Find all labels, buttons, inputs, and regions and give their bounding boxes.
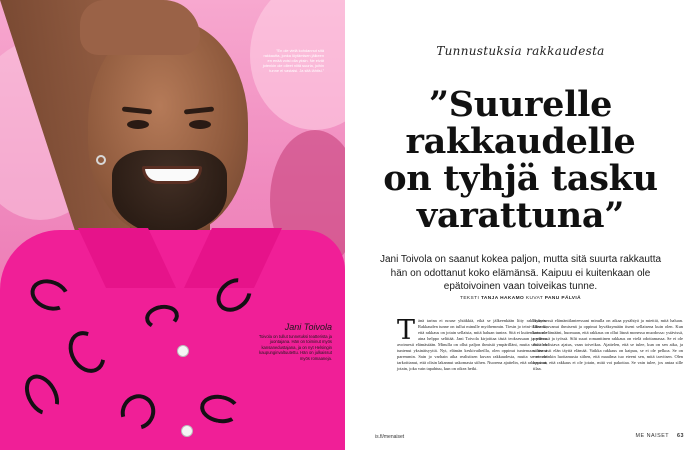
body-column-2 bbox=[533, 318, 683, 372]
text-label: TEKSTI bbox=[460, 296, 480, 301]
eye bbox=[189, 120, 211, 129]
footer-site: is.fi/menaiset bbox=[375, 434, 405, 440]
headline-line: on tyhjä tasku bbox=[383, 158, 658, 199]
text-author: TANJA HAKAMO bbox=[480, 296, 525, 301]
caption-name: Jani Toivola bbox=[284, 322, 332, 332]
photo-label: KUVAT bbox=[525, 296, 544, 301]
eye bbox=[127, 120, 149, 129]
beard bbox=[112, 150, 227, 235]
page-number: 63 bbox=[677, 433, 684, 439]
cover-photo bbox=[0, 0, 345, 450]
smile bbox=[142, 166, 202, 184]
headline-line: ”Suurelle bbox=[428, 84, 613, 125]
article-page bbox=[345, 0, 696, 450]
body-text: Nykyisessä elämäntilanteessani minulla on aikaa pysähtyä ja miettiä, mitä haluan. Olen kasvanut ihmisenä ja oppinut hyväksymään itseni sellaisena kuin olen. Kun katson elämääni, huomaan, että rakkaus on ollut läsnä monessa muodossa: ystävissä, perheessä ja työssä. Silti suuri romanttinen rakkaus on vielä odottamassa. Se ei ole enää ahdistava ajatus, vaan toiveikas. Ajattelen, että se tulee, kun on sen aika, ja siihen asti elän täyttä elämää. Vaikka rakkaus on kaipuu, se ei ole pelkoa. Se on enemmänkin luottamusta siihen, että maailma tuo eteeni sen, mitä tarvitsen. Olen oppinut, että rakkaus ei ole jotain, mitä voi pakottaa. Se vain tulee, jos antaa sille tilaa. bbox=[533, 318, 683, 372]
photo-caption bbox=[248, 322, 332, 361]
headline-line: rakkaudelle bbox=[405, 121, 636, 162]
body-column-1 bbox=[397, 315, 547, 372]
shirt-button bbox=[181, 425, 193, 437]
shirt-button bbox=[177, 345, 189, 357]
headline bbox=[355, 86, 686, 234]
kicker: Tunnustuksia rakkaudesta bbox=[436, 44, 605, 58]
byline bbox=[345, 296, 696, 301]
hand-on-head bbox=[80, 0, 200, 55]
photo-author: PANU PÄLVIÄ bbox=[544, 296, 581, 301]
footer-folio bbox=[636, 433, 684, 439]
earring bbox=[96, 155, 106, 165]
standfirst: Jani Toivola on saanut kokea paljon, mutta sitä suurta rakkautta hän on odottanut koko elämänsä. Kaipuu ei kuitenkaan ole epätoivoinen vaan toiveikas tunne. bbox=[379, 254, 662, 292]
caption-text: Toivola on tullut tunnetuksi teatterista ja juontajana. Hän on toiminut myös kansanedustajana, ja on nyt Helsingin kaupunginvaltuutettu. Hän on julkaissut myös romaaneja. bbox=[258, 334, 332, 361]
magazine-name: ME NAISET bbox=[635, 433, 669, 439]
body-text: änä tarina ei nouse yhtäkkiä, eikä se jälkeenkään liity rakkauteen. Rakkauden tunne on tullut minulle myöhemmin. Tiesin jo teini-ikäisenä, että rakkaus on jotain sellaista, mitä haluan tuntea. Sitä ei kuitenkaan ole aina helppo selittää. Jani Toivola kirjoittaa tästä teoksessaan ja puhuu avoimesti elämästään. Minulla on ollut paljon ihmisiä ympärilläni, mutta silti olen tuntenut yksinäisyyttä. Nyt, elämän keskivaiheilla, olen oppinut tuntemaan itseni paremmin. Sain jo varhain aika realistisen kuvan rakkaudesta, mutta se ei ole tarkoittanut, että olisin lakannut uskomasta siihen. Nuorena ajattelin, että rakkaus on jotain, joka vain tapahtuu, kun on oikea hetki. bbox=[397, 318, 547, 372]
drop-cap: T bbox=[397, 315, 416, 346]
pull-quote: ”En ole vielä kohdannut sitä rakkautta, jonka löytämisen jälkeen en enää voisi olla yksin. Ne eivät jotenkin ole olleet niitä suuria, joihin tunne ei vastaisi. Ja sitä lähtisi.” bbox=[262, 48, 324, 73]
headline-line: varattuna” bbox=[416, 195, 625, 236]
